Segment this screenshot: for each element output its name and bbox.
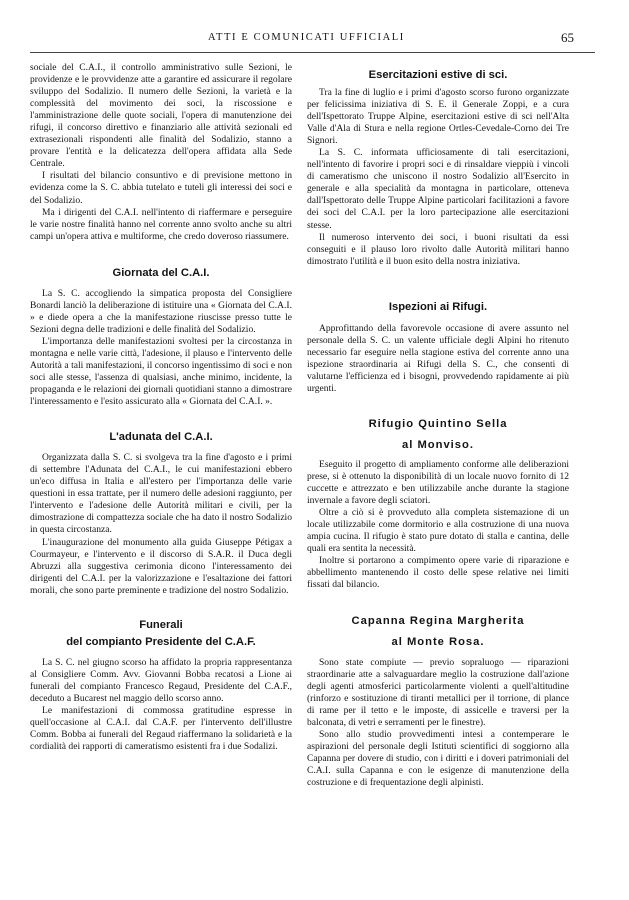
section-paragraph: Inoltre si portarono a compimento opere varie di riparazione e abbellimento mantenendo il costo delle spese relative nei limiti fissati dal bilancio.: [307, 555, 569, 591]
section-paragraph: Tra la fine di luglio e i primi d'agosto scorso furono organizzate per felicissima iniziativa di S. E. il Generale Zoppi, e a cura dell'Ispettorato Truppe Alpine, esercitazioni estive di sci nell'Alta Valle d'Ala di Stura e nella regione Ortles-Cevedale-Corno dei Tre Signori.: [307, 87, 569, 147]
section-heading-adunata: L'adunata del C.A.I.: [109, 431, 213, 444]
section-paragraph: Oltre a ciò si è provveduto alla completa sistemazione di un locale utilizzabile come dormitorio e alla costruzione di una nuova ampia cucina. Il rifugio è stato pure dotato di stalla e cantina, delle quali era sentita la necessità.: [307, 507, 569, 555]
section-paragraph: Il numeroso intervento dei soci, i buoni risultati da essi conseguiti e il plauso loro rivolto dalle Autorità militari hanno dimostrato l'utilità e il buon esito della nostra iniziativa.: [307, 231, 569, 267]
page-number: 65: [561, 30, 574, 45]
intro-paragraph: sociale del C.A.I., il controllo amministrativo sulle Sezioni, le providenze e le provvidenze atte a garantire ed assicurare il regolare sviluppo del Sodalizio. Il numero delle Sezioni, la varietà e la complessità del movimento dei soci, la riscossione e l'amministrazione delle quote sociali, l'opera di manutenzione dei rifugi, il concorso direttivo e finanziario alle attività sezionali ed extrasezionali rispondenti alle finalità del Sodalizio, stanno a provare l'entità e la delicatezza dell'opera affidata alla Sede Centrale.: [30, 62, 292, 170]
section-paragraph: Organizzata dalla S. C. si svolgeva tra la fine d'agosto e i primi di settembre l'Adunata del C.A.I., le cui manifestazioni ebbero un'eco diffusa in Italia e all'estero per l'importanza delle varie questioni in essa trattate, per il numero delle adesioni raggiunto, per l'intervento e l'adesione delle Autorità militari e civili, per la dimostrazione di compattezza sociale che ha dato il nostro Sodalizio in questa circostanza.: [30, 452, 292, 536]
running-title: ATTI E COMUNICATI UFFICIALI: [208, 32, 405, 43]
section-subheading-quintino: al Monviso.: [402, 438, 474, 451]
section-paragraph: La S. C. nel giugno scorso ha affidato la propria rappresentanza al Consigliere Comm. Avv. Giovanni Bobba recatosi a Lione ai funerali del compianto Francesco Regaud, Presidente del C.A.F., deceduto a Bucarest nel maggio dello scorso anno.: [30, 656, 292, 704]
section-heading-esercitazioni: Esercitazioni estive di sci.: [368, 69, 508, 81]
section-heading-ispezioni: Ispezioni ai Rifugi.: [388, 300, 488, 313]
section-paragraph: Eseguito il progetto di ampliamento conforme alle deliberazioni prese, si è ottenuto la disponibilità di un locale nuovo fornito di 12 cuccette e attrezzato e ben utilizzabile anche durante la stagione invernale a favore degli sciatori.: [307, 458, 569, 507]
header-rule: [30, 52, 595, 53]
section-paragraph: L'importanza delle manifestazioni svoltesi per la circostanza in montagna e nelle varie città, l'adesione, il plauso e l'intervento delle Autorità a tali manifestazioni, il concorso ingentissimo di soci e non soci alle stesse, l'assenza di qualsiasi, anche minimo, incidente, la propaganda e le relazioni dei giornali quotidiani stanno a dimostrare l'interessamento e l'esito assicurato alla « Giornata del C.A.I. ».: [30, 335, 292, 408]
running-head: [0, 32, 629, 48]
section-paragraph: Sono state compiute — previo sopraluogo — riparazioni straordinarie atte a salvaguardare meglio la costruzione dall'azione degli agenti atmosferici particolarmente violenti a quell'altitudine (rinforzo e sostituzione di tiranti metallici per il torrione, di plance di rame per il tetto e le imposte, di assicelle e traversi per la balconata, di vetri e serramenti per le finestre).: [307, 656, 569, 728]
section-heading-funerali: Funerali: [139, 618, 183, 631]
section-paragraph: Approfittando della favorevole occasione di avere assunto nel personale della S. C. un valente ufficiale degli Alpini ho ritenuto necessario far eseguire nella stagione estiva del corrente anno una ispezione straordinaria ai Rifugi della S. C., che consenti di valutarne l'efficienza ed i bisogni, provvedendo rapidamente ai più urgenti.: [307, 322, 569, 394]
section-paragraph: La S. C. accogliendo la simpatica proposta del Consigliere Bonardi lanciò la deliberazione di istituire una « Giornata del C.A.I. » e diede opera a che la manifestazione riuscisse presso tutte le Sezioni degna delle tradizioni e delle finalità del Sodalizio.: [30, 287, 292, 335]
section-paragraph: La S. C. informata ufficiosamente di tali esercitazioni, nell'intento di favorire i propri soci e di rinsaldare vieppiù i vincoli di cameratismo che uniscono il nostro Sodalizio all'Esercito in generale e alla specialità da montagna in particolare, otteneva dall'Ispettorato delle Truppe Alpine particolari facilitazioni a favore dei soci del C.A.I. per la loro partecipazione alle esercitazioni stesse.: [307, 147, 569, 231]
section-heading-quintino: Rifugio Quintino Sella: [368, 417, 508, 430]
section-subheading-capanna: al Monte Rosa.: [391, 635, 485, 648]
section-paragraph: Le manifestazioni di commossa gratitudine espresse in quell'occasione al C.A.I. dal C.A.F. per l'intervento dell'illustre Comm. Bobba ai funerali del Regaud riaffermano la solidarietà e la cordialità dei rapporti di cameratismo esistenti fra i due Sodalizi.: [30, 704, 292, 753]
right-column: [307, 68, 569, 789]
section-paragraph: L'inaugurazione del monumento alla guida Giuseppe Pétigax a Courmayeur, e l'intervento e il discorso di S.A.R. il Duca degli Abruzzi alla suggestiva cerimonia dicono l'interessamento dei dirigenti del C.A.I. per la valorizzazione e l'esaltazione dei fattori morali, che sono parte preminente e tradizione del nostro Sodalizio.: [30, 536, 292, 596]
section-heading-giornata: Giornata del C.A.I.: [112, 266, 210, 279]
intro-paragraph: I risultati del bilancio consuntivo e di previsione mettono in evidenza come la S. C. abbia tutelato e tuteli gli interessi dei soci e del Sodalizio.: [30, 170, 292, 206]
left-column: [30, 62, 292, 753]
section-heading-capanna: Capanna Regina Margherita: [351, 614, 525, 627]
section-subheading-funerali: del compianto Presidente del C.A.F.: [66, 635, 256, 648]
section-paragraph: Sono allo studio provvedimenti intesi a contemperare le aspirazioni del personale degli Istituti scientifici di soggiorno alla Capanna per dovere di studio, con i diritti e i doveri patrimoniali del C.A.I. sulla Capanna e con le esigenze di manutenzione della costruzione e di frequentazione degli alpinisti.: [307, 728, 569, 788]
intro-paragraph: Ma i dirigenti del C.A.I. nell'intento di riaffermare e perseguire le varie nostre finalità hanno nel corrente anno svolto anche su altri campi un'opera attiva e multiforme, che credo doveroso riassumere.: [30, 206, 292, 242]
